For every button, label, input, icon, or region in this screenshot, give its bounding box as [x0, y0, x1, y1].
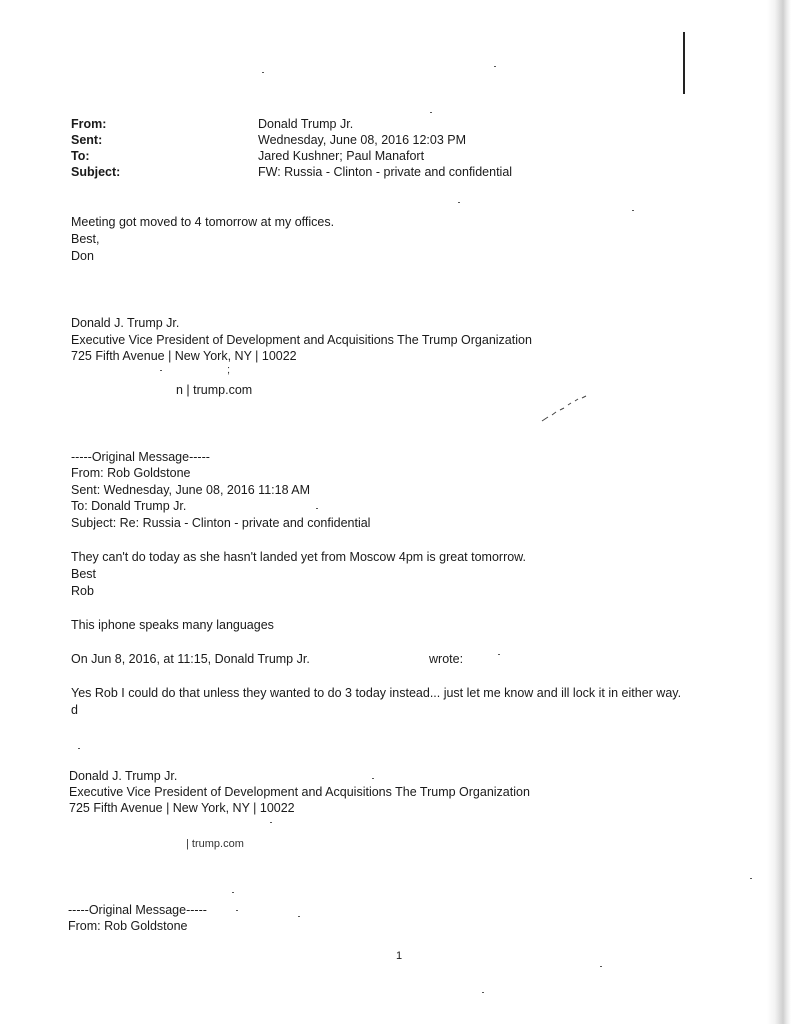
signature-2-title: Executive Vice President of Development and Acquisitions The Trump Organization	[69, 785, 530, 799]
original-subject: Subject: Re: Russia - Clinton - private and confidential	[71, 516, 371, 530]
original-body-line-3: Rob	[71, 584, 94, 598]
scan-artifact-scribble	[540, 395, 588, 425]
original-body-line-2: Best	[71, 567, 97, 581]
subject-value: FW: Russia - Clinton - private and confidential	[258, 165, 513, 179]
original-body-line-1: They can't do today as she hasn't landed yet from Moscow 4pm is great tomorrow.	[71, 550, 526, 564]
body-line-2: Best,	[71, 232, 100, 246]
redaction-remnant: ;	[227, 364, 231, 376]
body-line-1: Meeting got moved to 4 tomorrow at my offices.	[71, 215, 335, 229]
signature-web: n | trump.com	[176, 383, 253, 397]
to-label: To:	[71, 149, 90, 163]
original-message-divider: -----Original Message-----	[71, 450, 210, 464]
signature-address: 725 Fifth Avenue | New York, NY | 10022	[71, 349, 297, 363]
original-message-2-divider: -----Original Message-----	[68, 903, 207, 917]
subject-label: Subject:	[71, 165, 121, 179]
quote-signoff: d	[71, 703, 78, 717]
scan-edge	[767, 0, 791, 1024]
quote-intro: On Jun 8, 2016, at 11:15, Donald Trump Jr.	[71, 652, 310, 666]
signature-2-address: 725 Fifth Avenue | New York, NY | 10022	[69, 801, 295, 815]
original-body-line-4: This iphone speaks many languages	[71, 618, 274, 632]
from-label: From:	[71, 117, 107, 131]
original-from: From: Rob Goldstone	[71, 466, 191, 480]
sent-value: Wednesday, June 08, 2016 12:03 PM	[258, 133, 467, 147]
original-message-2-from: From: Rob Goldstone	[68, 919, 188, 933]
quote-body: Yes Rob I could do that unless they wanted to do 3 today instead... just let me know and ill lock it in either way.	[71, 686, 682, 700]
original-sent: Sent: Wednesday, June 08, 2016 11:18 AM	[71, 483, 311, 497]
from-value: Donald Trump Jr.	[258, 117, 354, 131]
signature-2-web: | trump.com	[186, 838, 244, 850]
scan-artifact-line	[683, 32, 685, 94]
to-value: Jared Kushner; Paul Manafort	[258, 149, 425, 163]
sent-label: Sent:	[71, 133, 103, 147]
original-to: To: Donald Trump Jr.	[71, 499, 187, 513]
signature-title: Executive Vice President of Development and Acquisitions The Trump Organization	[71, 333, 532, 347]
signature-2-name: Donald J. Trump Jr.	[69, 769, 178, 783]
signature-name: Donald J. Trump Jr.	[71, 316, 180, 330]
body-line-3: Don	[71, 249, 94, 263]
page-number: 1	[396, 950, 403, 962]
quote-wrote: wrote:	[429, 652, 464, 666]
